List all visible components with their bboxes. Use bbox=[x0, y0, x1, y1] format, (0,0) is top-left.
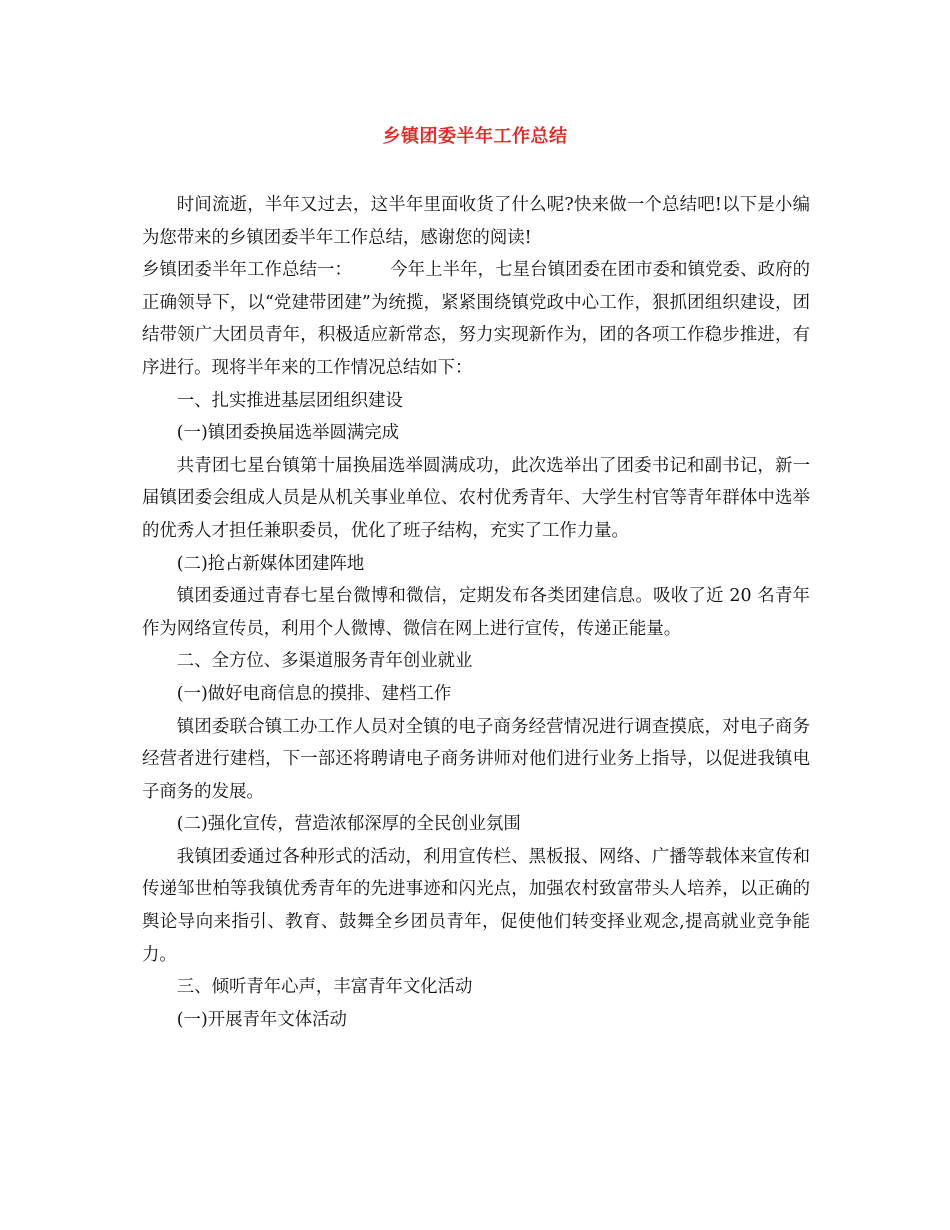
summary-paragraph bbox=[142, 254, 810, 384]
body-paragraph: 共青团七星台镇第十届换届选举圆满成功，此次选举出了团委书记和副书记，新一届镇团委会组成人员是从机关事业单位、农村优秀青年、大学生村官等青年群体中选举的优秀人才担任兼职委员，优化了班子结构，充实了工作力量。 bbox=[142, 455, 810, 541]
document-body bbox=[142, 189, 810, 1036]
subsection-heading: (一)镇团委换届选举圆满完成 bbox=[176, 423, 400, 444]
subsection-heading: (一)开展青年文体活动 bbox=[176, 1009, 347, 1030]
subsection-heading: (二)抢占新媒体团建阵地 bbox=[176, 553, 365, 574]
summary-label: 乡镇团委半年工作总结一： bbox=[142, 260, 352, 281]
section-heading: 一、扎实推进基层团组织建设 bbox=[176, 390, 403, 411]
body-paragraph: 我镇团委通过各种形式的活动，利用宣传栏、黑板报、网络、广播等载体来宣传和传递邹世柏等我镇优秀青年的先进事迹和闪光点，加强农村致富带头人培养，以正确的舆论导向来指引、教育、鼓舞全乡团员青年，促使他们转变择业观念,提高就业竞争能力。 bbox=[142, 846, 810, 965]
document-title: 乡镇团委半年工作总结 bbox=[382, 126, 568, 147]
body-paragraph: 镇团委联合镇工办工作人员对全镇的电子商务经营情况进行调查摸底，对电子商务经营者进行建档，下一部还将聘请电子商务讲师对他们进行业务上指导，以促进我镇电子商务的发展。 bbox=[142, 716, 810, 802]
subsection-heading: (一)做好电商信息的摸排、建档工作 bbox=[176, 683, 452, 704]
intro-paragraph: 时间流逝，半年又过去，这半年里面收货了什么呢?快来做一个总结吧!以下是小编为您带来的乡镇团委半年工作总结，感谢您的阅读! bbox=[142, 195, 810, 248]
body-paragraph: 镇团委通过青春七星台微博和微信，定期发布各类团建信息。吸收了近 20 名青年作为网络宣传员，利用个人微博、微信在网上进行宣传，传递正能量。 bbox=[142, 586, 810, 639]
summary-text: 今年上半年，七星台镇团委在团市委和镇党委、政府的正确领导下，以“党建带团建”为统揽，紧紧围绕镇党政中心工作，狠抓团组织建设，团结带领广大团员青年，积极适应新常态，努力实现新作为，团的各项工作稳步推进，有序进行。现将半年来的工作情况总结如下： bbox=[142, 260, 810, 378]
section-heading: 二、全方位、多渠道服务青年创业就业 bbox=[176, 651, 473, 672]
section-heading: 三、倾听青年心声，丰富青年文化活动 bbox=[176, 977, 473, 998]
subsection-heading: (二)强化宣传，营造浓郁深厚的全民创业氛围 bbox=[176, 814, 521, 835]
